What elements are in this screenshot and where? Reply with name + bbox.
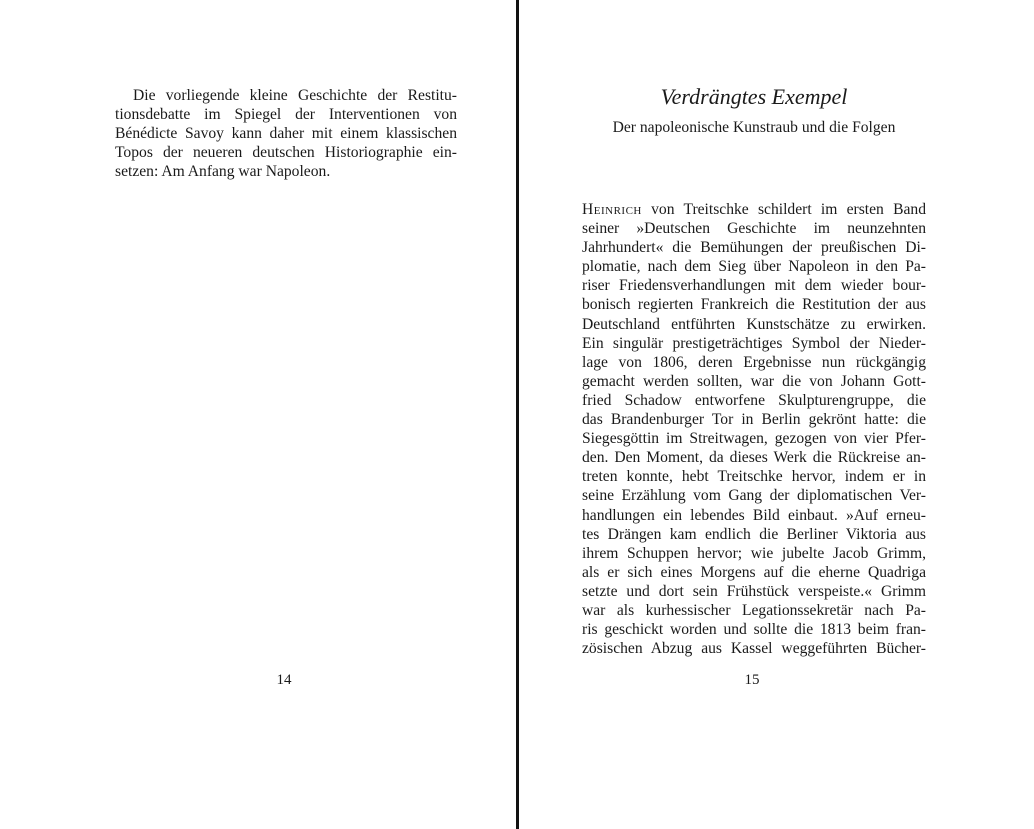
body-line-first (582, 200, 926, 219)
body-line: war als kurhessischer Legationssekretär nach Pa- (582, 601, 926, 619)
body-line: Deutschland entführten Kunstschätze zu erwirken. (582, 315, 926, 333)
body-line: setzte und dort sein Frühstück verspeiste.« Grimm (582, 582, 926, 600)
right-page-body (582, 200, 926, 658)
body-line: das Brandenburger Tor in Berlin gekrönt hatte: die (582, 411, 926, 429)
body-line: Bénédicte Savoy kann daher mit einem klassischen (115, 125, 457, 143)
body-line: tes Drängen kam endlich die Berliner Viktoria aus (582, 525, 926, 543)
body-line: Topos der neueren deutschen Historiographie ein- (115, 144, 457, 162)
body-line: plomatie, nach dem Sieg über Napoleon in den Pa- (582, 258, 926, 276)
body-line: seine Erzählung vom Gang der diplomatischen Ver- (582, 487, 926, 505)
body-line: treten konnte, hebt Treitschke hervor, indem er in (582, 468, 926, 486)
body-line: handlungen ein lebendes Bild einbaut. »Auf erneu- (582, 506, 926, 524)
left-page-body (115, 86, 457, 181)
lead-word: Heinrich (582, 201, 642, 218)
chapter-subtitle: Der napoleonische Kunstraub und die Folgen (612, 119, 896, 136)
body-line: bonisch regierten Frankreich die Restitution der aus (582, 296, 926, 314)
page-number: 15 (744, 672, 760, 688)
body-line: ris geschickt worden und sollte die 1813 beim fran- (582, 621, 926, 639)
body-line: zösischen Abzug aus Kassel weggeführten Bücher- (582, 640, 926, 658)
body-line: den. Den Moment, da dieses Werk die Rückreise an- (582, 449, 926, 467)
body-line: setzen: Am Anfang war Napoleon. (115, 163, 331, 181)
body-line: fried Schadow entworfene Skulpturengruppe, die (582, 391, 926, 409)
lead-line-rest: von Treitschke schildert im ersten Band (641, 201, 926, 218)
body-line: seiner »Deutschen Geschichte im neunzehnten (582, 220, 926, 238)
body-line: gemacht werden sollten, war die von Johann Gott- (582, 372, 926, 390)
body-line: Jahrhundert« die Bemühungen der preußischen Di- (582, 239, 926, 257)
body-line: Siegesgöttin im Streitwagen, gezogen von vier Pfer- (582, 430, 926, 448)
chapter-title: Verdrängtes Exempel (660, 84, 848, 109)
body-line: Die vorliegende kleine Geschichte der Restitu- (133, 87, 457, 104)
body-line: ihrem Schuppen hervor; wie jubelte Jacob Grimm, (582, 544, 926, 562)
body-line: tionsdebatte im Spiegel der Interventionen von (115, 106, 457, 124)
page-number: 14 (276, 672, 292, 688)
right-page (519, 0, 1034, 829)
body-line: Ein singulär prestigeträchtiges Symbol der Nieder- (582, 334, 926, 352)
body-line: als er sich eines Morgens auf die eherne Quadriga (582, 563, 926, 581)
body-line: lage von 1806, deren Ergebnisse nun rückgängig (582, 353, 926, 371)
body-line: riser Friedensverhandlungen mit dem wieder bour- (582, 277, 926, 295)
